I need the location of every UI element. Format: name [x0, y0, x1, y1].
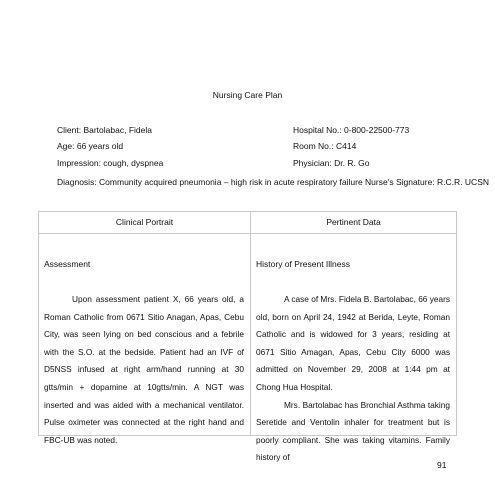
- pertinent-data-header: Pertinent Data: [251, 212, 456, 234]
- info-row-client: [57, 125, 457, 135]
- client-field: Client: Bartolabac, Fidela: [57, 125, 152, 135]
- info-row-diagnosis: [57, 177, 490, 187]
- history-paragraph-1: A case of Mrs. Fidela B. Bartolabac, 66 years old, born on April 24, 1942 at Berida, Leyte, Roman Catholic and is widowed for 3 years, residing at 0671 Sitio Amagan, Apas, Cebu City 6000 was admitted on November 29, 2008 at 1:44 pm at Chong Hua Hospital.: [256, 294, 451, 392]
- room-no-field: Room No.: C414: [293, 141, 357, 151]
- clinical-portrait-header: Clinical Portrait: [39, 212, 250, 234]
- care-plan-table: [38, 211, 457, 463]
- history-text: [256, 291, 450, 467]
- history-heading: History of Present Illness: [256, 259, 351, 269]
- age-field: Age: 66 years old: [57, 141, 124, 151]
- clinical-portrait-column: [39, 212, 251, 445]
- page-title: Nursing Care Plan: [212, 90, 283, 100]
- info-row-age: [57, 141, 457, 151]
- physician-field: Physician: Dr. R. Go: [293, 158, 370, 168]
- hospital-no-field: Hospital No.: 0-800-22500-773: [293, 125, 410, 135]
- assessment-heading: Assessment: [44, 259, 91, 269]
- page-number: 91: [437, 460, 447, 470]
- pertinent-data-column: [251, 212, 456, 463]
- impression-field: Impression: cough, dyspnea: [57, 158, 164, 168]
- info-row-impression: [57, 158, 457, 168]
- history-paragraph-2: Mrs. Bartolabac has Bronchial Asthma taking Seretide and Ventolin inhaler for treatment but is poorly compliant. She was taking vitamins. Family history of: [256, 399, 450, 463]
- assessment-text: Upon assessment patient X, 66 years old, a Roman Catholic from 0671 Sitio Anagan, Apas, Cebu City, was seen lying on bed conscious and a febrile with the S.O. at the bedside. Patient had an IVF of D5NSS infused at right arm/hand running at 30 gtts/min + dopamine at 10gtts/min. A NGT was inserted and was aided with a mechanical ventilator. Pulse oximeter was connected at the right hand and FBC-UB was noted.: [44, 294, 244, 445]
- diagnosis-field: Diagnosis: Community acquired pneumonia – high risk in acute respiratory failure Nurse's Signature: R.C.R. UCSN: [57, 177, 490, 187]
